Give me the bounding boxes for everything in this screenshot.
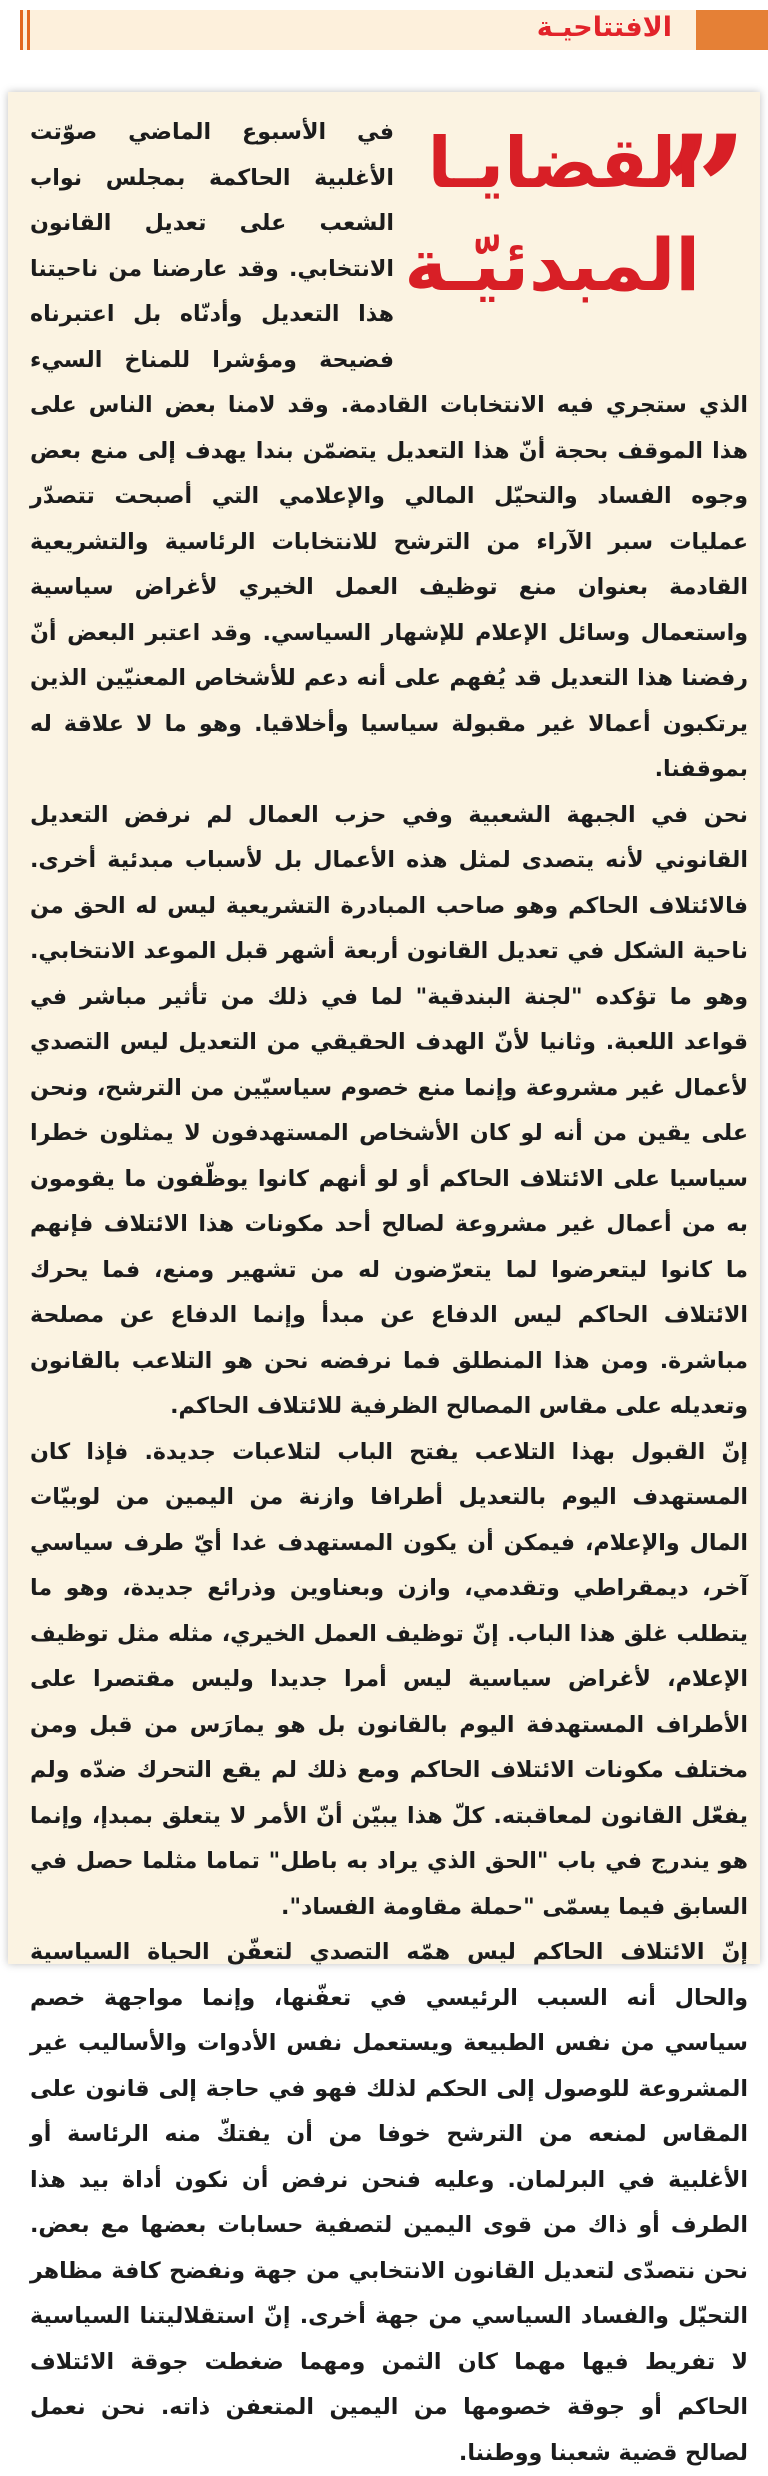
headline-line-1: القضايـا [427, 122, 700, 204]
section-header [20, 10, 768, 50]
section-title: الافتتاحيـة [536, 12, 672, 43]
header-accent-bar-left [27, 10, 30, 50]
article-paragraph: في الأسبوع الماضي صوّتت الأغلبية الحاكمة بمجلس نواب الشعب على تعديل القانون الانتخابي. وقد عارضنا من ناحيتنا هذا التعديل وأدنّاه بل اعتبرناه فضيحة ومؤشرا للمناخ السيء الذي ستجري فيه الانتخابات القادمة. وقد لامنا بعض الناس على هذا الموقف بحجة أنّ هذا التعديل يتضمّن بندا يهدف إلى منع بعض وجوه الفساد والتحيّل المالي والإعلامي التي أصبحت تتصدّر عمليات سبر الآراء من الترشح للانتخابات الرئاسية والتشريعية القادمة بعنوان منع توظيف العمل الخيري لأغراض سياسية واستعمال وسائل الإعلام للإشهار السياسي. وقد اعتبر البعض أنّ رفضنا هذا التعديل قد يُفهم على أنه دعم للأشخاص المعنيّين الذين يرتكبون أعمالا غير مقبولة سياسيا وأخلاقيا. وهو ما لا علاقة له بموقفنا. [30, 119, 748, 782]
article-frame [8, 92, 760, 2466]
header-accent-bar-right [696, 10, 768, 50]
article-paragraph: إنّ القبول بهذا التلاعب يفتح الباب لتلاعبات جديدة. فإذا كان المستهدف اليوم بالتعديل أطرافا وازنة من اليمين من لوبيّات المال والإعلام، فيمكن أن يكون المستهدف غدا أيّ طرف سياسي آخر، ديمقراطي وتقدمي، وازن وبعناوين وذرائع جديدة، وهو ما يتطلب غلق هذا الباب. إنّ توظيف العمل الخيري، مثله مثل توظيف الإعلام، لأغراض سياسية ليس أمرا جديدا وليس مقتصرا على الأطراف المستهدفة اليوم بالقانون بل هو يمارَس من قبل ومن مختلف مكونات الائتلاف الحاكم ومع ذلك لم يقع التحرك ضدّه ولم يفعّل القانون لمعاقبته. كلّ هذا يبيّن أنّ الأمر لا يتعلق بمبدإ، وإنما هو يندرج في باب "الحق الذي يراد به باطل" تماما مثلما حصل في السابق فيما يسمّى "حملة مقاومة الفساد". [30, 1438, 748, 1920]
article-body [30, 103, 748, 2476]
quote-mark-icon: ” [661, 103, 748, 279]
article-paragraph: نحن في الجبهة الشعبية وفي حزب العمال لم نرفض التعديل القانوني لأنه يتصدى لمثل هذه الأعمال بل لأسباب مبدئية أخرى. فالائتلاف الحاكم وهو صاحب المبادرة التشريعية ليس له الحق من ناحية الشكل في تعديل القانون أربعة أشهر قبل الموعد الانتخابي. وهو ما تؤكده "لجنة البندقية" لما في ذلك من تأثير مباشر في قواعد اللعبة. وثانيا لأنّ الهدف الحقيقي من التعديل ليس التصدي لأعمال غير مشروعة وإنما منع خصوم سياسيّين من الترشح، ونحن على يقين من أنه لو كان الأشخاص المستهدفون لا يمثلون خطرا سياسيا على الائتلاف الحاكم أو لو أنهم كانوا يوظّفون ما يقومون به من أعمال غير مشروعة لصالح أحد مكونات هذا الائتلاف فإنهم ما كانوا ليتعرضوا لما يتعرّضون له من تشهير ومنع، فما يحرك الائتلاف الحاكم ليس الدفاع عن مبدأ وإنما الدفاع عن مصلحة مباشرة. ومن هذا المنطلق فما نرفضه نحن هو التلاعب بالقانون وتعديله على مقاس المصالح الظرفية للائتلاف الحاكم. [30, 801, 748, 1419]
headline-block [404, 103, 748, 350]
article-paragraph: إنّ الائتلاف الحاكم ليس همّه التصدي لتعفّن الحياة السياسية والحال أنه السبب الرئيسي في تعفّنها، وإنما مواجهة خصم سياسي من نفس الطبيعة ويستعمل نفس الأدوات والأساليب غير المشروعة للوصول إلى الحكم لذلك فهو في حاجة إلى قانون على المقاس لمنعه من الترشح خوفا من أن يفتكّ منه الرئاسة أو الأغلبية في البرلمان. وعليه فنحن نرفض أن نكون أداة بيد هذا الطرف أو ذاك من قوى اليمين لتصفية حسابات بعضها مع بعض. نحن نتصدّى لتعديل القانون الانتخابي من جهة ونفضح كافة مظاهر التحيّل والفساد السياسي من جهة أخرى. إنّ استقلاليتنا السياسية لا تفريط فيها مهما كان الثمن ومهما ضغطت جوقة الائتلاف الحاكم أو جوقة خصومها من اليمين المتعفن ذاته. نحن نعمل لصالح قضية شعبنا ووطننا. [30, 1939, 748, 2466]
headline-line-2: المبدئيّـة [404, 223, 700, 307]
